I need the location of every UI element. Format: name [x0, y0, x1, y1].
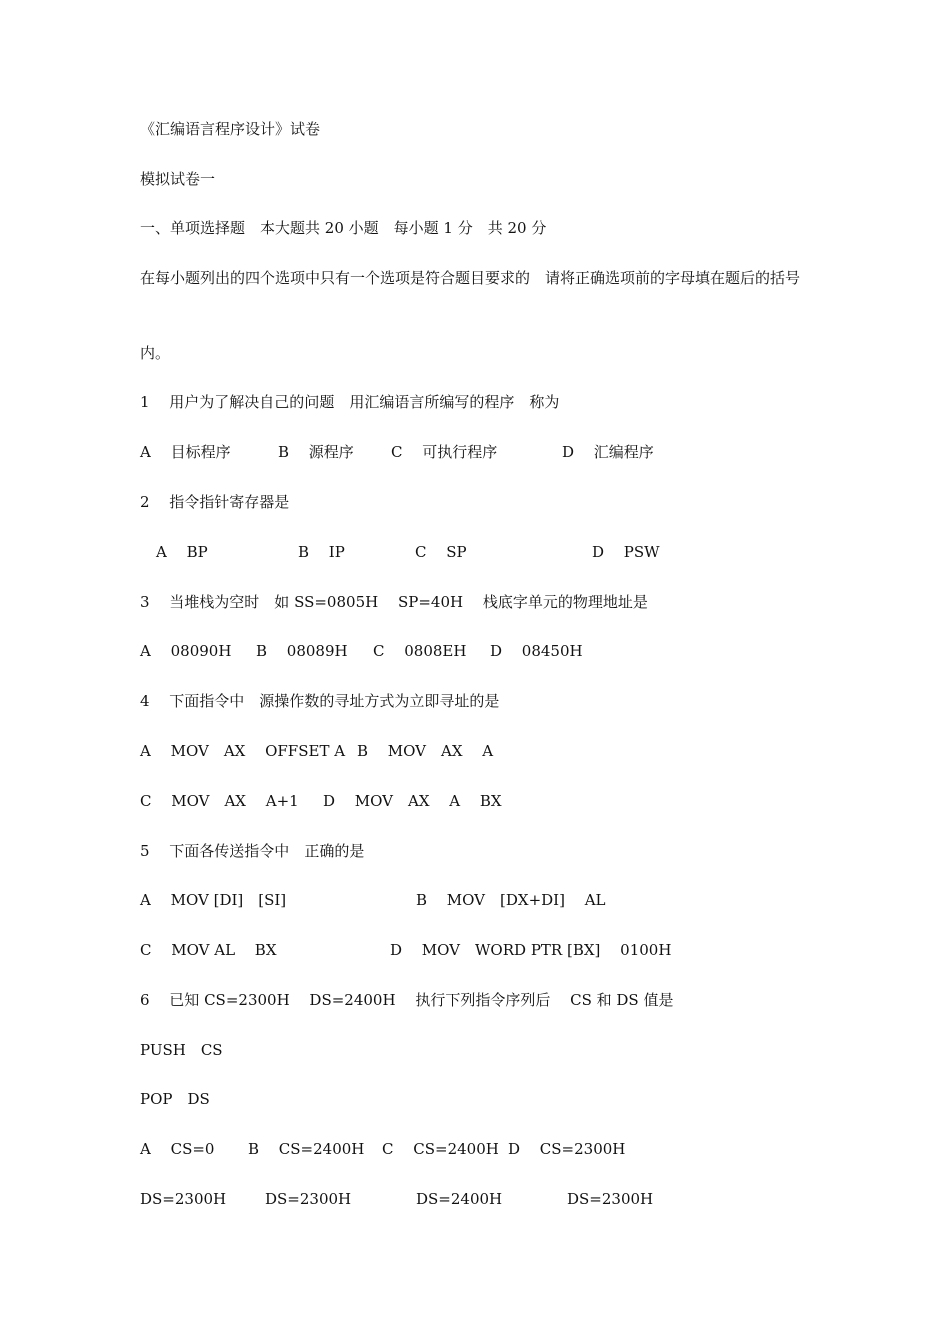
- section-heading: 一、单项选择题 本大题共 20 小题 每小题 1 分 共 20 分: [140, 219, 547, 237]
- q3-option-b: B 08089H: [256, 642, 348, 660]
- question-4-stem: 4 下面指令中 源操作数的寻址方式为立即寻址的是: [140, 692, 500, 710]
- question-2-stem: 2 指令指针寄存器是: [140, 493, 290, 511]
- q6-option-c-ds: DS=2400H: [416, 1190, 503, 1208]
- q2-option-b: B IP: [298, 543, 345, 561]
- q3-option-a: A 08090H: [140, 642, 232, 660]
- q2-option-c: C SP: [415, 543, 467, 561]
- q6-option-a: A CS=0: [140, 1140, 215, 1158]
- q2-option-a: A BP: [156, 543, 208, 561]
- q6-option-b-ds: DS=2300H: [265, 1190, 352, 1208]
- q3-option-c: C 0808EH: [373, 642, 467, 660]
- q6-option-c: C CS=2400H: [382, 1140, 499, 1158]
- q5-option-c: C MOV AL BX: [140, 941, 277, 959]
- q6-option-b: B CS=2400H: [248, 1140, 365, 1158]
- q6-option-d: D CS=2300H: [508, 1140, 626, 1158]
- question-1-stem: 1 用户为了解决自己的问题 用汇编语言所编写的程序 称为: [140, 393, 560, 411]
- q6-code-line-2: POP DS: [140, 1090, 210, 1108]
- question-3-stem: 3 当堆栈为空时 如 SS=0805H SP=40H 栈底字单元的物理地址是: [140, 593, 648, 611]
- document-title: 《汇编语言程序设计》试卷: [140, 120, 321, 138]
- q4-option-d: D MOV AX A BX: [323, 792, 502, 810]
- q5-option-a: A MOV [DI] [SI]: [140, 891, 287, 909]
- q1-option-c: C 可执行程序: [391, 443, 498, 461]
- q6-option-d-ds: DS=2300H: [567, 1190, 654, 1208]
- q5-option-b: B MOV [DX+DI] AL: [416, 891, 606, 909]
- document-subtitle: 模拟试卷一: [140, 170, 216, 188]
- q5-option-d: D MOV WORD PTR [BX] 0100H: [390, 941, 672, 959]
- q3-option-d: D 08450H: [490, 642, 583, 660]
- instruction-text: 在每小题列出的四个选项中只有一个选项是符合题目要求的 请将正确选项前的字母填在题后的括号: [140, 269, 801, 287]
- question-5-stem: 5 下面各传送指令中 正确的是: [140, 842, 365, 860]
- q6-option-a-ds: DS=2300H: [140, 1190, 227, 1208]
- q4-option-a: A MOV AX OFFSET A: [140, 742, 346, 760]
- q1-option-b: B 源程序: [278, 443, 354, 461]
- q1-option-d: D 汇编程序: [562, 443, 654, 461]
- q1-option-a: A 目标程序: [140, 443, 231, 461]
- question-6-stem: 6 已知 CS=2300H DS=2400H 执行下列指令序列后 CS 和 DS 值是: [140, 991, 674, 1009]
- q2-option-d: D PSW: [592, 543, 660, 561]
- q6-code-line-1: PUSH CS: [140, 1041, 223, 1059]
- q4-option-b: B MOV AX A: [357, 742, 494, 760]
- instruction-continuation: 内。: [140, 344, 171, 362]
- q4-option-c: C MOV AX A+1: [140, 792, 299, 810]
